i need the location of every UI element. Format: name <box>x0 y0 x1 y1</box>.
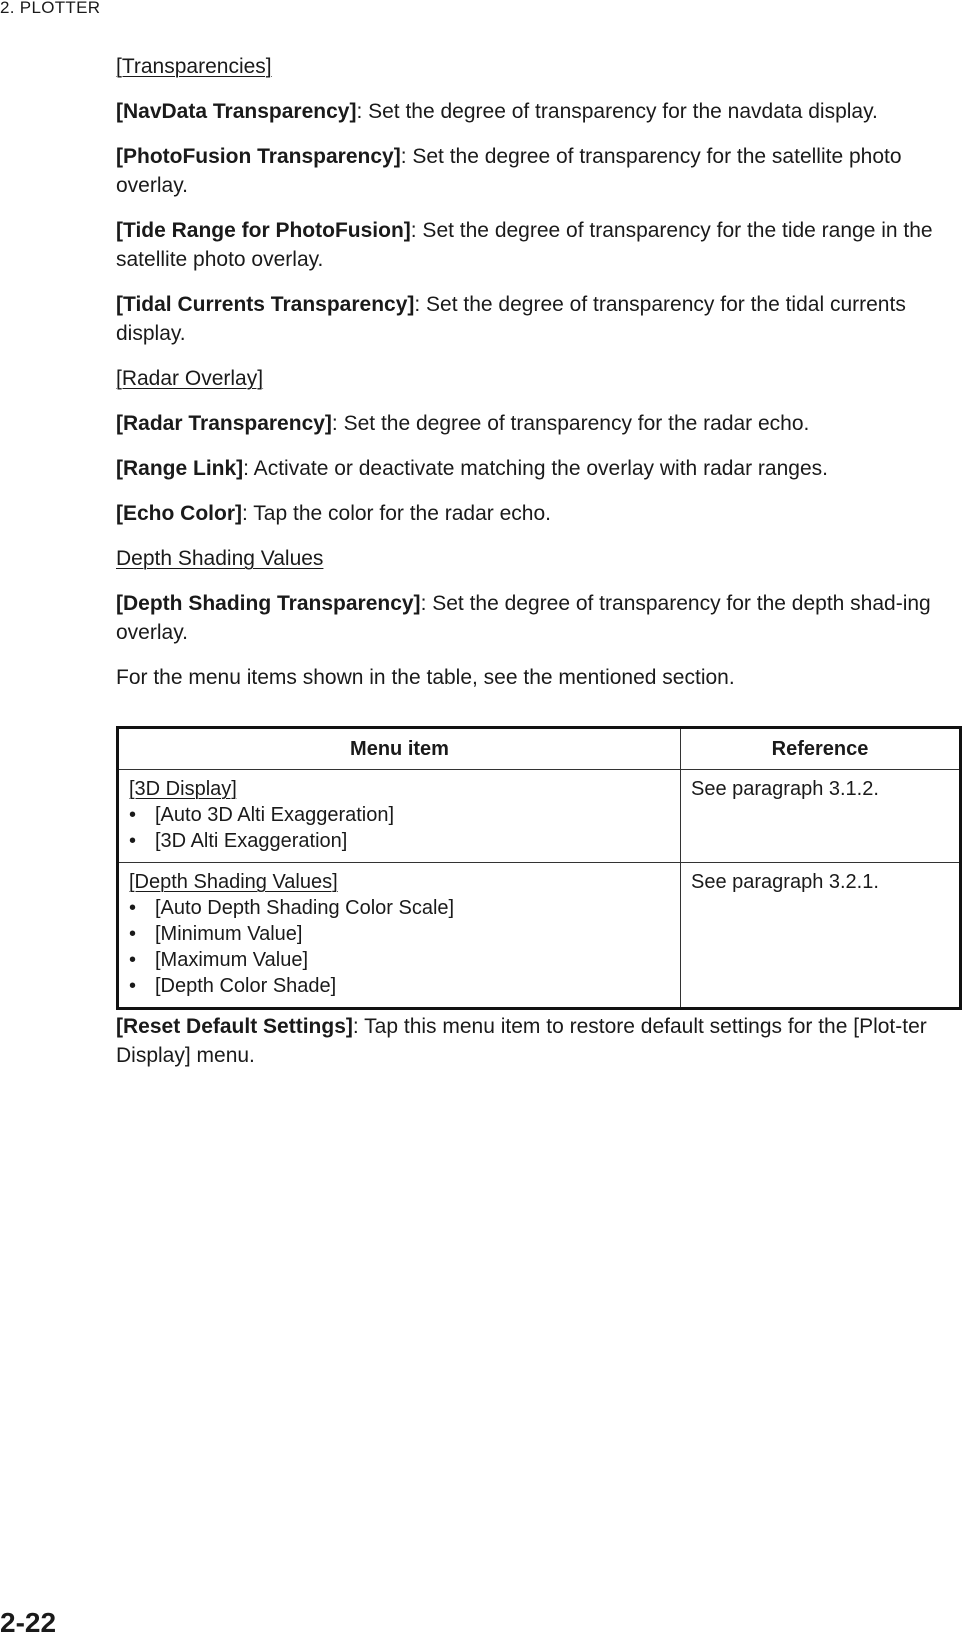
bullet-icon: • <box>129 830 137 852</box>
body-text <box>116 52 966 708</box>
list-item-text: [Auto Depth Shading Color Scale] <box>155 897 455 919</box>
table-row <box>118 863 961 1009</box>
header-reference: Reference <box>681 728 961 770</box>
echo-color-term: [Echo Color] <box>116 502 242 525</box>
list-item <box>129 828 670 854</box>
transparencies-heading-text: [Transparencies] <box>116 55 272 78</box>
menu-item-cell <box>118 863 681 1009</box>
tidal-currents-term: [Tidal Currents Transparency] <box>116 293 415 316</box>
menu-item-title: [3D Display] <box>129 778 237 800</box>
list-item <box>129 802 670 828</box>
table-intro: For the menu items shown in the table, see the mentioned section. <box>116 666 735 689</box>
bullet-icon: • <box>129 897 137 919</box>
list-item-text: [3D Alti Exaggeration] <box>155 830 348 852</box>
menu-item-cell <box>118 770 681 863</box>
navdata-desc: : Set the degree of transparency for the navdata display. <box>356 100 878 123</box>
depth-shading-heading-text: Depth Shading Values <box>116 547 324 570</box>
echo-color-desc: : Tap the color for the radar echo. <box>242 502 551 525</box>
list-item-text: [Minimum Value] <box>155 923 303 945</box>
range-link-term: [Range Link] <box>116 457 244 480</box>
radar-transparency-item <box>116 409 966 438</box>
list-item <box>129 973 670 999</box>
menu-item-title: [Depth Shading Values] <box>129 871 338 893</box>
navdata-term: [NavData Transparency] <box>116 100 357 123</box>
depth-shading-transparency-item <box>116 589 966 647</box>
bullet-icon: • <box>129 804 137 826</box>
echo-color-item <box>116 499 966 528</box>
table-header-row <box>118 728 961 770</box>
reset-desc: : Tap this menu item to restore default settings for the [Plot-ter Display] menu. <box>116 1015 927 1067</box>
reset-default-settings-item <box>116 1012 966 1070</box>
list-item-text: [Depth Color Shade] <box>155 975 337 997</box>
tide-range-desc: : Set the degree of transparency for the tide range in the satellite photo overlay. <box>116 219 933 271</box>
tide-range-item <box>116 216 966 274</box>
radar-overlay-heading-text: [Radar Overlay] <box>116 367 264 390</box>
page-number: 2-22 <box>0 1607 57 1638</box>
header-menu-item: Menu item <box>118 728 681 770</box>
radar-transparency-term: [Radar Transparency] <box>116 412 332 435</box>
list-item <box>129 921 670 947</box>
list-item <box>129 895 670 921</box>
menu-reference-table <box>116 726 962 1010</box>
depth-shading-heading <box>116 544 966 573</box>
reset-term: [Reset Default Settings] <box>116 1015 353 1038</box>
range-link-item <box>116 454 966 483</box>
range-link-desc: : Activate or deactivate matching the overlay with radar ranges. <box>243 457 828 480</box>
photofusion-transparency-item <box>116 142 966 200</box>
tidal-currents-desc: : Set the degree of transparency for the tidal currents display. <box>116 293 906 345</box>
navdata-transparency-item <box>116 97 966 126</box>
reference-cell: See paragraph 3.2.1. <box>681 863 961 1009</box>
list-item <box>129 947 670 973</box>
radar-overlay-heading <box>116 364 966 393</box>
reference-cell: See paragraph 3.1.2. <box>681 770 961 863</box>
tidal-currents-item <box>116 290 966 348</box>
bullet-icon: • <box>129 949 137 971</box>
list-item-text: [Maximum Value] <box>155 949 309 971</box>
depth-shading-transparency-term: [Depth Shading Transparency] <box>116 592 421 615</box>
photofusion-desc: : Set the degree of transparency for the satellite photo overlay. <box>116 145 902 197</box>
list-item-text: [Auto 3D Alti Exaggeration] <box>155 804 395 826</box>
bullet-icon: • <box>129 923 137 945</box>
depth-shading-transparency-desc: : Set the degree of transparency for the depth shad-ing overlay. <box>116 592 931 644</box>
running-head: 2. PLOTTER <box>0 0 101 17</box>
photofusion-term: [PhotoFusion Transparency] <box>116 145 401 168</box>
radar-transparency-desc: : Set the degree of transparency for the radar echo. <box>331 412 810 435</box>
table-row <box>118 770 961 863</box>
tide-range-term: [Tide Range for PhotoFusion] <box>116 219 411 242</box>
transparencies-heading <box>116 52 966 81</box>
bullet-icon: • <box>129 975 137 997</box>
